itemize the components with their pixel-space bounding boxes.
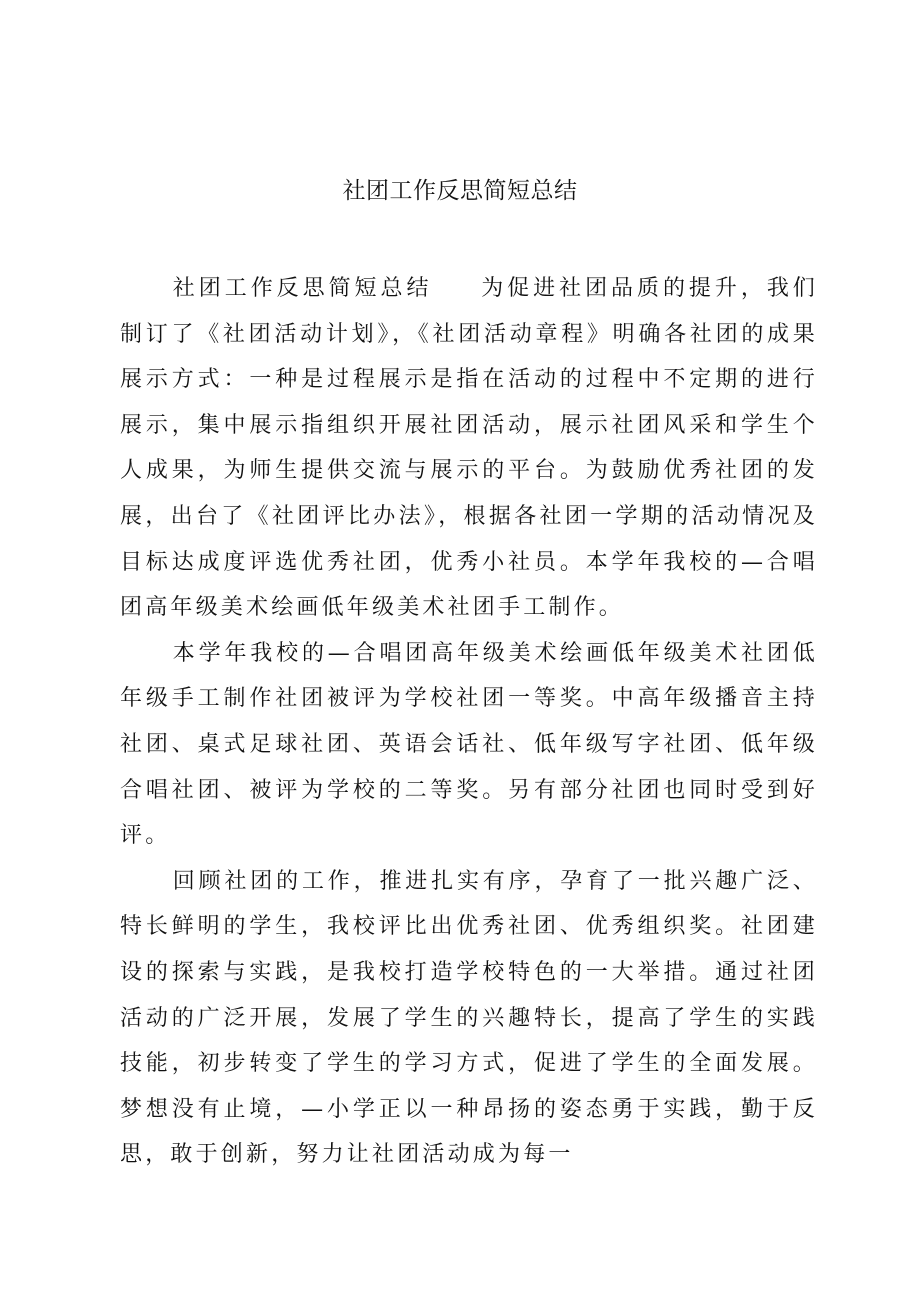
paragraph-1-text: 为促进社团品质的提升，我们制订了《社团活动计划》，《社团活动章程》明确各社团的成果展示方式：一种是过程展示是指在活动的过程中不定期的进行展示，集中展示指组织开展社团活动，展示社团风采和学生个人成果，为师生提供交流与展示的平台。为鼓励优秀社团的发展，出台了《社团评比办法》，根据各社团一学期的活动情况及目标达成度评选优秀社团，优秀小社员。本学年我校的—合唱团高年级美术绘画低年级美术社团手工制作。 <box>120 276 818 621</box>
paragraph-1 <box>120 266 818 631</box>
paragraph-1-lead: 社团工作反思简短总结 <box>172 276 433 301</box>
paragraph-3: 回顾社团的工作，推进扎实有序，孕育了一批兴趣广泛、特长鲜明的学生，我校评比出优秀社团、优秀组织奖。社团建设的探索与实践，是我校打造学校特色的一大举措。通过社团活动的广泛开展，发展了学生的兴趣特长，提高了学生的实践技能，初步转变了学生的学习方式，促进了学生的全面发展。梦想没有止境，—小学正以一种昂扬的姿态勇于实践，勤于反思，敢于创新，努力让社团活动成为每一 <box>120 868 818 1168</box>
document-body <box>120 266 818 1178</box>
document-title: 社团工作反思简短总结 <box>342 178 578 204</box>
paragraph-2: 本学年我校的—合唱团高年级美术绘画低年级美术社团低年级手工制作社团被评为学校社团一等奖。中高年级播音主持社团、桌式足球社团、英语会话社、低年级写字社团、低年级合唱社团、被评为学校的二等奖。另有部分社团也同时受到好评。 <box>120 640 818 849</box>
